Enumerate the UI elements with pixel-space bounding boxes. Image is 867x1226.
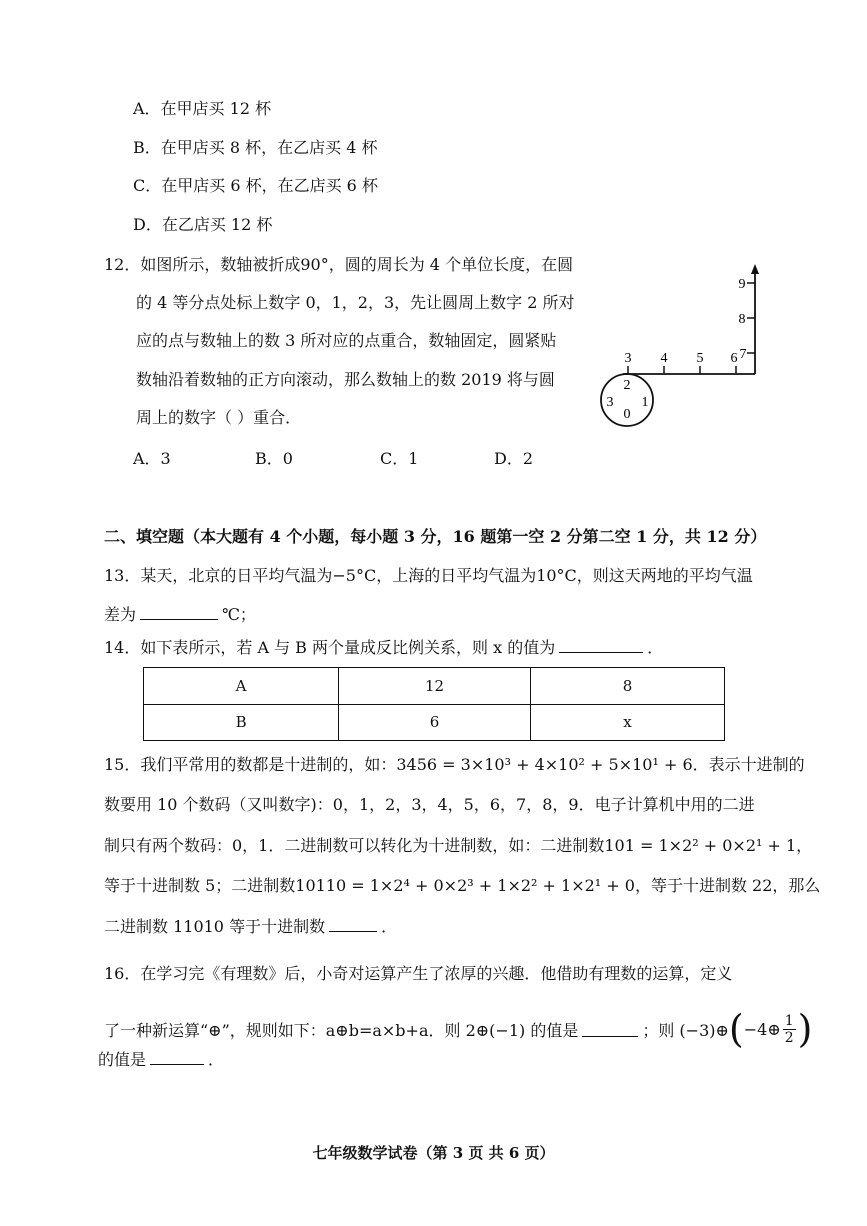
q14-line: 14．如下表所示，若 A 与 B 两个量成反比例关系，则 x 的值为 ． [104, 638, 664, 657]
q15-line-2: 数要用 10 个数码（又叫数字)：0，1，2，3，4，5，6，7，8，9．电子计算机中用的二进 [104, 795, 755, 814]
table-row [144, 668, 725, 705]
right-paren: ) [797, 1007, 813, 1051]
q14-table [143, 667, 725, 741]
q12-option-d: D．2 [494, 449, 534, 468]
h-label-4: 4 [660, 351, 668, 366]
q11-option-c: C．在甲店买 6 杯，在乙店买 6 杯 [133, 176, 378, 195]
circle-label-right: 1 [641, 395, 649, 410]
fraction: 1 2 [784, 1012, 794, 1046]
section-2-title: 二、填空题（本大题有 4 个小题，每小题 3 分，16 题第一空 2 分第二空 1 分，共 12 分） [104, 527, 767, 546]
h-label-3: 3 [624, 351, 632, 366]
q12-option-c: C．1 [380, 449, 419, 468]
q16-line-2: 了一种新运算“⊕”，规则如下：a⊕b=a×b+a．则 2⊕(−1) 的值是 ；则 (−3)⊕ ( −4⊕ 1 2 ) [104, 1007, 813, 1051]
table-cell: 6 [339, 704, 531, 741]
circle-label-bottom: 0 [623, 407, 631, 422]
q13-answer-blank[interactable] [140, 618, 218, 620]
table-cell: B [144, 704, 339, 741]
q12-line-2: 的 4 等分点处标上数字 0，1，2，3，先让圆周上数字 2 所对 [136, 293, 575, 312]
circle-label-left: 3 [606, 395, 614, 410]
page-footer: 七年级数学试卷（第 3 页 共 6 页） [312, 1144, 555, 1162]
left-paren: ( [728, 1007, 744, 1051]
q16-line-3: 的值是 ． [98, 1050, 225, 1069]
q16-answer-blank-1[interactable] [582, 1035, 638, 1037]
q12-option-b: B．0 [255, 449, 293, 468]
q12-line-5: 周上的数字（ ）重合． [136, 408, 302, 427]
q13-line-1: 13．某天，北京的日平均气温为−5°C，上海的日平均气温为10°C，则这天两地的平均气温 [104, 566, 753, 585]
table-cell: x [530, 704, 724, 741]
q13-line-2: 差为 ℃； [104, 605, 256, 624]
table-cell: 12 [339, 668, 531, 705]
q16-answer-blank-2[interactable] [150, 1063, 204, 1065]
q12-line-3: 应的点与数轴上的数 3 所对应的点重合，数轴固定，圆紧贴 [136, 331, 557, 350]
q15-line-5: 二进制数 11010 等于十进制数 ． [104, 917, 398, 936]
circle-label-top: 2 [623, 378, 631, 393]
table-row [144, 704, 725, 741]
arrow-up-icon [751, 264, 759, 274]
q11-option-b: B．在甲店买 8 杯，在乙店买 4 杯 [133, 138, 378, 157]
q11-option-a: A．在甲店买 12 杯 [133, 99, 272, 118]
table-cell: 8 [530, 668, 724, 705]
h-label-5: 5 [696, 351, 704, 366]
q11-option-d: D．在乙店买 12 杯 [133, 215, 273, 234]
q12-line-4: 数轴沿着数轴的正方向滚动，那么数轴上的数 2019 将与圆 [136, 370, 555, 389]
q15-line-3: 制只有两个数码：0，1．二进制数可以转化为十进制数，如：二进制数101 = 1×2² + 0×2¹ + 1， [104, 836, 813, 855]
v-label-8: 8 [738, 312, 746, 327]
q12-option-a: A．3 [133, 449, 171, 468]
v-label-7: 7 [739, 347, 747, 362]
q15-line-4: 等于十进制数 5；二进制数10110 = 1×2⁴ + 0×2³ + 1×2² + 1×2¹ + 0，等于十进制数 22，那么 [104, 876, 821, 895]
q15-line-1: 15．我们平常用的数都是十进制的，如：3456 = 3×10³ + 4×10² + 5×10¹ + 6．表示十进制的 [104, 755, 805, 774]
number-line-figure [595, 262, 770, 432]
q12-line-1: 12．如图所示，数轴被折成90°，圆的周长为 4 个单位长度，在圆 [104, 255, 574, 274]
q14-answer-blank[interactable] [559, 651, 643, 653]
v-label-9: 9 [738, 277, 746, 292]
q16-line-1: 16．在学习完《有理数》后，小奇对运算产生了浓厚的兴趣．他借助有理数的运算，定义 [104, 964, 733, 983]
h-label-6: 6 [730, 351, 738, 366]
q15-answer-blank[interactable] [329, 930, 377, 932]
table-cell: A [144, 668, 339, 705]
